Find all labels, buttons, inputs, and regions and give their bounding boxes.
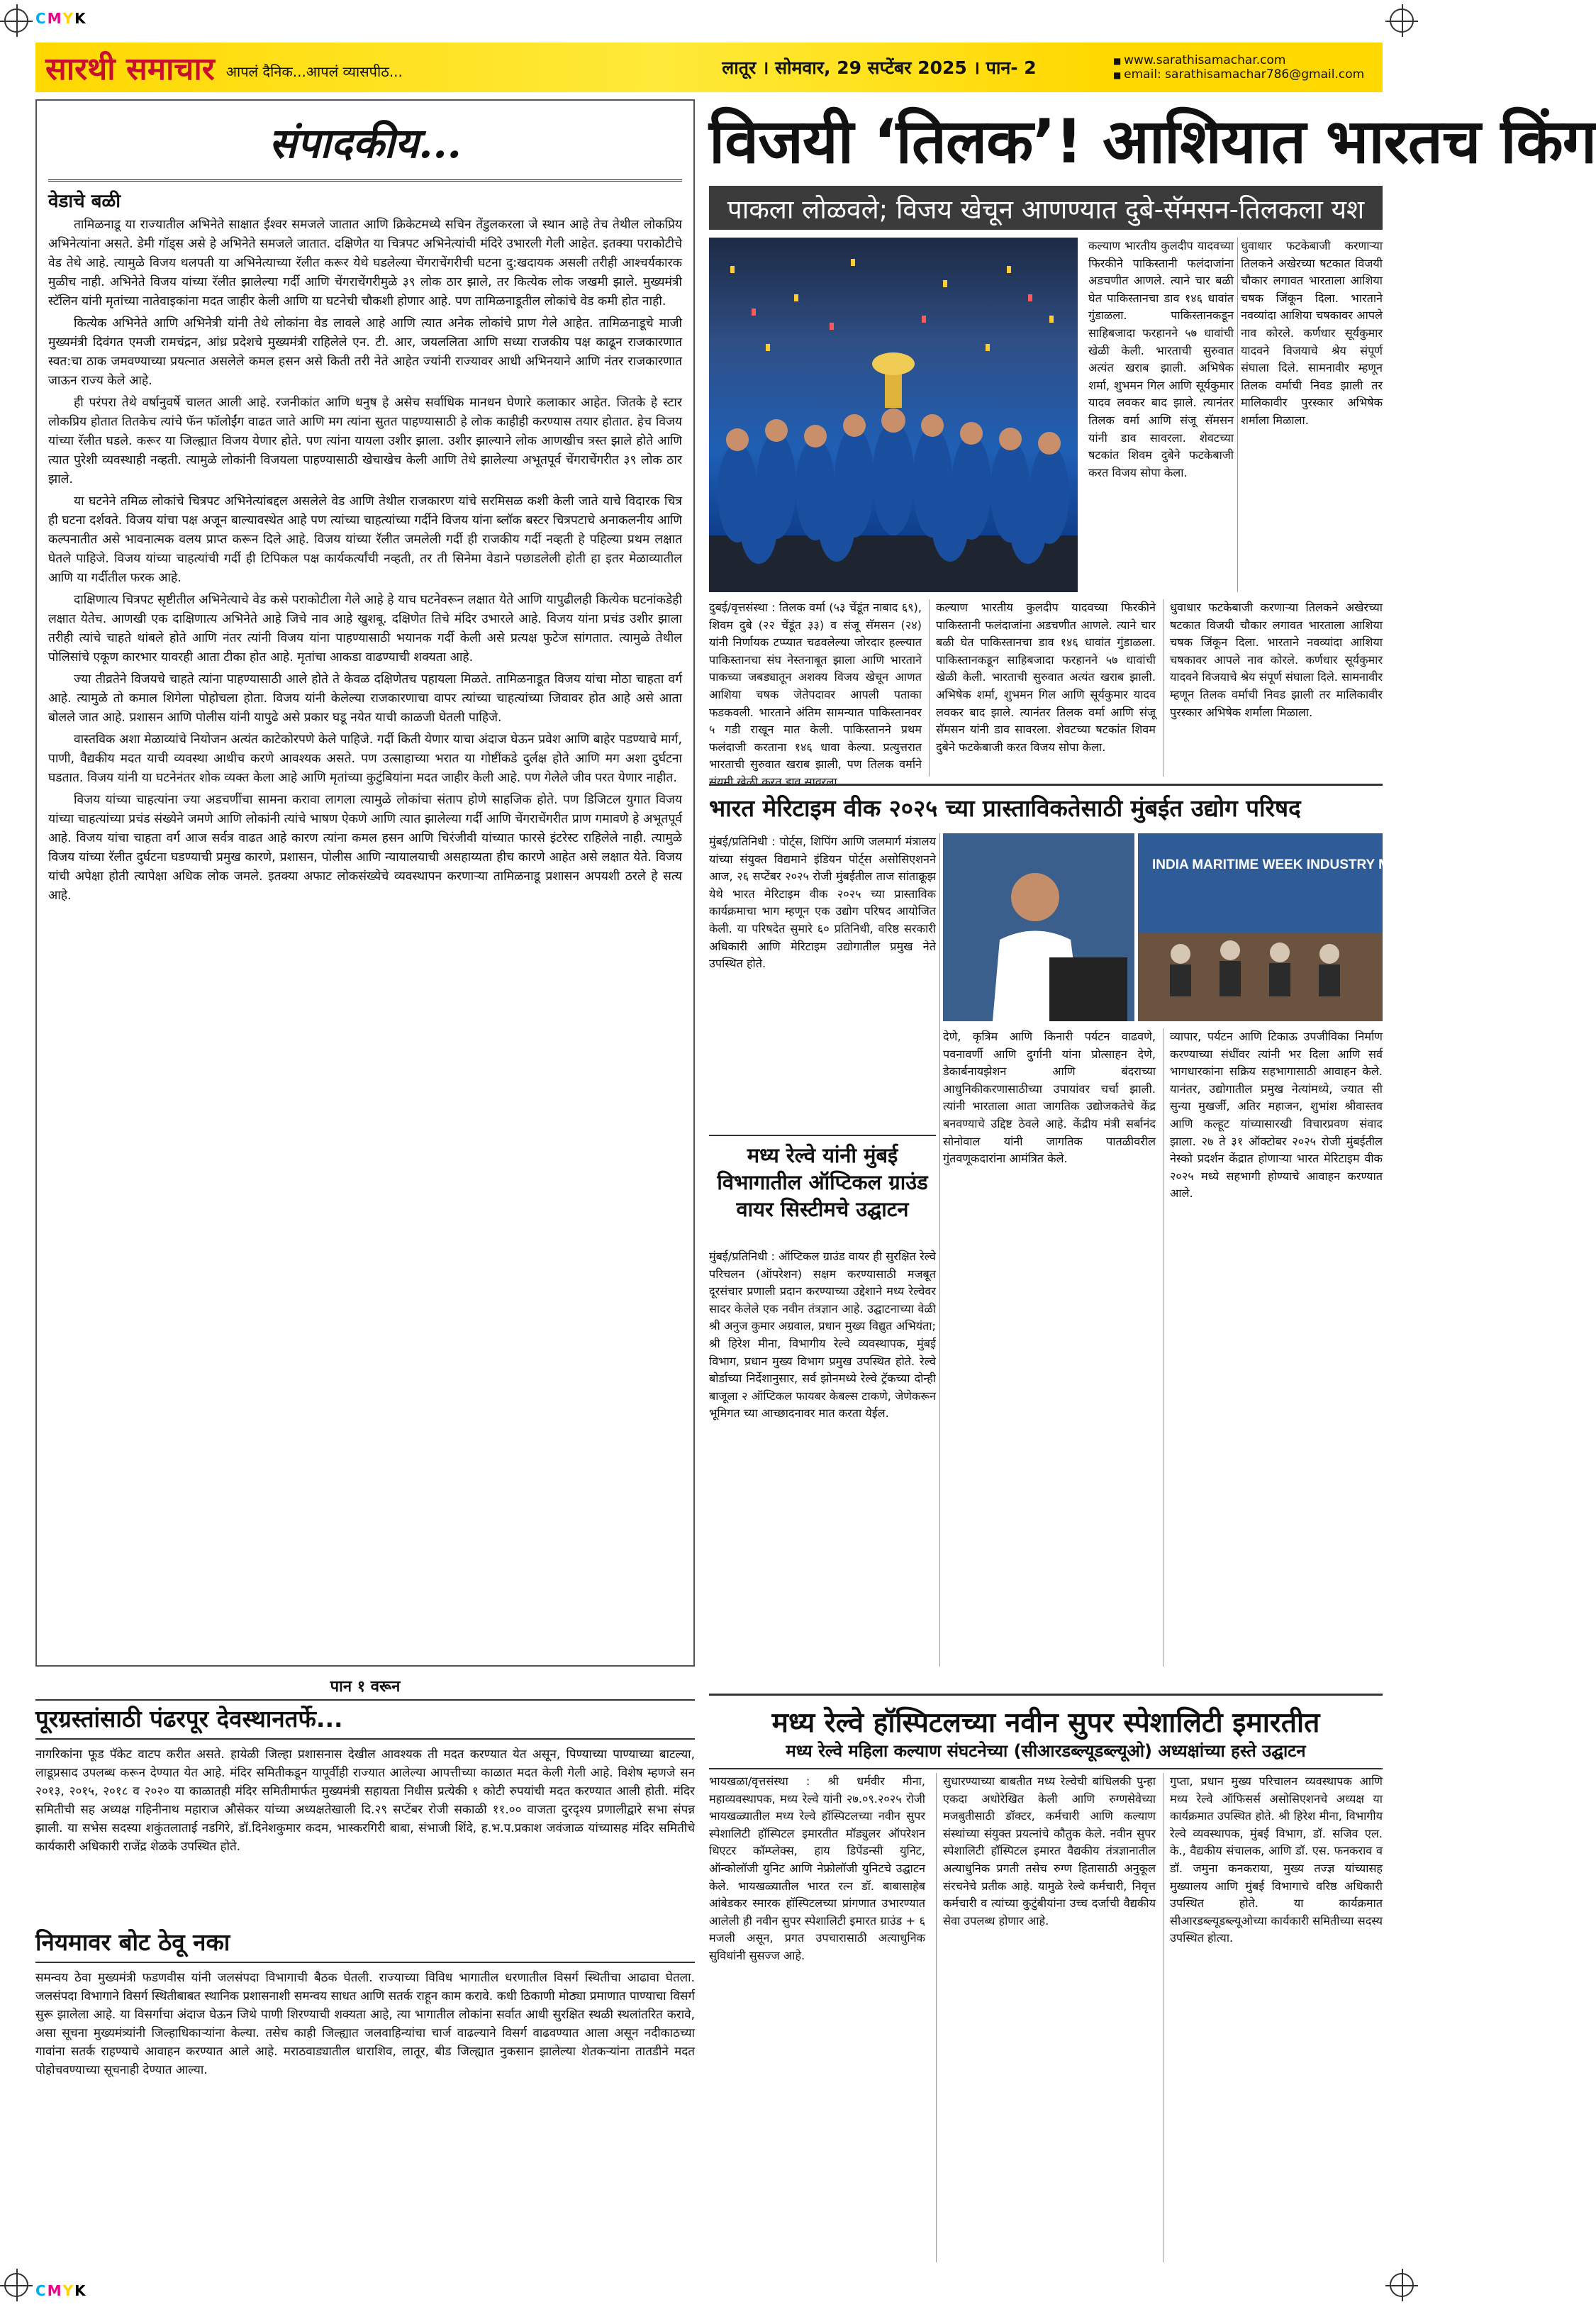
story-rules bbox=[35, 1925, 695, 2262]
speaker-illustration bbox=[943, 833, 1134, 1021]
story-pandharpur bbox=[35, 1702, 695, 1915]
team-celebration-photo bbox=[709, 238, 1078, 592]
lead-subheadline: पाकला लोळवले; विजय खेचून आणण्यात दुबे-सॅमसन-तिलकला यश bbox=[709, 186, 1383, 230]
lead-story-col: धुवाधार फटकेबाजी करणाऱ्या तिलकने अखेरच्या षटकात विजयी चौकार लगावत भारताला आशिया चषक जिंकून दिला. भारताने नवव्यांदा आशिया चषकावर आपले नाव कोरले. कर्णधार सूर्यकुमार यादवने विजयाचे श्रेय संपूर्ण संघाला दिले. सामनावीर म्हणून तिलक वर्माची निवड झाली तर मालिकावीर पुरस्कार अभिषेक शर्माला मिळाला. bbox=[1170, 601, 1383, 719]
editorial-paragraph: कित्येक अभिनेते आणि अभिनेत्री यांनी तेथे लोकांना वेड लावले आहे आणि त्यात अनेक लोकांचे प्राण गेले आहेत. तामिळनाडूचे माजी मुख्यमंत्री दिवंगत एमजी रामचंद्रन, आंध्र प्रदेशचे मुख्यमंत्री राहिलेले एन. टी. आर, जयललिता आणि सध्या राजकीय पक्ष काढून राजकारणात स्वत:चा ठाक जमवण्याच्या प्रयत्नात असलेले कमल हसन असे किती तरी नेते आहेत ज्यांनी राज्यावर आधी अभिनयाने आणि नंतर राजकारणात जाऊन राज्य केले आहे. bbox=[48, 316, 682, 388]
editorial-paragraph: वास्तविक अशा मेळाव्यांचे नियोजन अत्यंत काटेकोरपणे केले पाहिजे. गर्दी किती येणार याचा अंदाज घेऊन प्रवेश आणि बाहेर पडण्याचे मार्ग, पाणी, वैद्यकीय मदत याची व्यवस्था आधीच करणे आवश्यक असते. पण उत्साहाच्या भरात या गोष्टींकडे दुर्लक्ष होते आणि मग अशा दुर्घटना घडतात. विजय यांनी या घटनेनंतर शोक व्यक्त केला आहे आणि मृतांच्या कुटुंबियांना मदत जाहीर केली आहे. पण गेलेले जीव परत येणार नाहीत. bbox=[48, 733, 682, 785]
story-body: समन्वय ठेवा मुख्यमंत्री फडणवीस यांनी जलसंपदा विभागाची बैठक घेतली. राज्याच्या विविध भागातील धरणातील विसर्ग स्थितीचा आढावा घेतला. जलसंपदा विभागाने विसर्ग स्थितीबाबत स्थानिक प्रशासनाशी समन्वय साधत आणि सतर्क राहून काम करावे. कधी ठिकाणी मोठ्या प्रमाणात पाण्याचा विसर्ग सुरू झालेला आहे. या विसर्गाचा अंदाज घेऊन जिथे पाणी शिरण्याची शक्यता आहे, त्या भागातील लोकांना सर्वात आधी सुरक्षित स्थळी स्थलांतरित करावे, असा सूचना मुख्यमंत्र्यांनी जिल्हाधिकाऱ्यांना केल्या. तसेच काही जिल्ह्यात जलवाहिन्यांचा चार्ज वाढल्याने विसर्ग वाढवण्यात आला असून नदीकाठच्या गावांना सतर्क राहण्याचे आवाहन करण्यात आले आहे. मराठवाड्यातील धाराशिव, लातूर, बीड जिल्ह्यात नुकसान झालेल्या शेतकऱ्यांना तातडीने मदत पोहोचवण्याच्या सूचनाही देण्यात आल्या. bbox=[35, 1971, 695, 2077]
story-headline: नियमावर बोट ठेवू नका bbox=[35, 1925, 695, 1963]
column-rule bbox=[929, 599, 930, 777]
registration-mark-icon bbox=[4, 9, 28, 33]
railway-story bbox=[709, 1135, 936, 1228]
railway-headline: मध्य रेल्वे यांनी मुंबई विभागातील ऑप्टिकल ग्राउंड वायर सिस्टीमचे उद्घाटन bbox=[717, 1143, 928, 1221]
newspaper-logo: सारथी समाचार bbox=[45, 51, 215, 87]
lead-story-col: धुवाधार फटकेबाजी करणाऱ्या तिलकने अखेरच्या षटकात विजयी चौकार लगावत भारताला आशिया चषक जिंकून दिला. भारताने नवव्यांदा आशिया चषकावर आपले नाव कोरले. कर्णधार सूर्यकुमार यादवने विजयाचे श्रेय संपूर्ण संघाला दिले. सामनावीर म्हणून तिलक वर्माची निवड झाली तर मालिकावीर पुरस्कार अभिषेक शर्माला मिळाला. bbox=[1241, 239, 1383, 427]
lead-headline: विजयी ‘तिलक’! आशियात भारतच किंग bbox=[709, 106, 1596, 177]
lead-story-col: कल्याण भारतीय कुलदीप यादवच्या फिरकीने पाकिस्तानी फलंदाजांना अडचणीत आणले. त्याने चार बळी घेत पाकिस्तानचा डाव १४६ धावांत गुंडाळला. पाकिस्तानकडून साहिबजादा फरहानने ५७ धावांची खेळी केली. भारताची सुरुवात अत्यंत खराब झाली. अभिषेक शर्मा, शुभमन गिल आणि सूर्यकुमार यादव लवकर बाद झाले. त्यानंतर तिलक वर्मा आणि संजू सॅमसन यांनी डाव सावरला. शेवटच्या षटकांत शिवम दुबेने फटकेबाजी करत विजय सोपा केला. bbox=[1088, 239, 1234, 479]
industry-meet-photo bbox=[1138, 833, 1416, 1021]
tagline: आपलं दैनिक...आपलं व्यासपीठ... bbox=[225, 62, 403, 80]
editorial-box bbox=[35, 99, 695, 1667]
story-body: नागरिकांना फूड पॅकेट वाटप करीत असते. हायेळी जिल्हा प्रशासनास देखील आवश्यक ती मदत करण्यात येत असून, पिण्याच्या पाण्याच्या बाटल्या, लाडूप्रसाद उपलब्ध करून देण्यात येत आहे. मंदिर समितीकडून यापूर्वीही राज्यात आलेल्या आपत्तीच्या काळात मदत केली गेली आहे. विशेष म्हणजे सन २०१३, २०१५, २०१८ व २०२० या काळातही मंदिर समितीमार्फत मुख्यमंत्री सहायता निधीस प्रत्येकी १ कोटी रुपयांची मदत करण्यात आली होती. मंदिर समितीची सह अध्यक्ष गहिनीनाथ महाराज औसेकर यांच्या अध्यक्षतेखाली दि.२९ सप्टेंबर रोजी सकाळी ११.०० वाजता दुरदृश्य प्रणालीद्वारे सभा संपन्न झाली. या सभेस सदस्या शकुंतलाताई नडगिरे, डॉ.दिनेशकुमार कदम, भास्करगिरी बाबा, संभाजी शिंदे, ह.भ.प.प्रकाश जवंजाळ यांच्यासह मंदिर समितीचे कार्यकारी अधिकारी राजेंद्र शेळके उपस्थित होते. bbox=[35, 1747, 695, 1854]
maritime-story-col: मुंबई/प्रतिनिधी : पोर्ट्स, शिपिंग आणि जलमार्ग मंत्रालय यांच्या संयुक्त विद्यमाने इंडियन पोर्ट्स असोसिएशनने आज, २६ सप्टेंबर २०२५ रोजी मुंबईतील ताज सांताक्रूझ येथे भारत मेरिटाइम वीक २०२५ च्या प्रास्ताविक कार्यक्रमाचा भाग म्हणून एक उद्योग परिषद आयोजित केली. या परिषदेत सुमारे ६० प्रतिनिधी, वरिष्ठ सरकारी अधिकारी आणि मेरिटाइम उद्योगातील प्रमुख नेते उपस्थित होते. bbox=[709, 835, 936, 971]
maritime-headline: भारत मेरिटाइम वीक २०२५ च्या प्रास्ताविकतेसाठी मुंबईत उद्योग परिषद bbox=[709, 784, 1383, 823]
hospital-story-col: भायखळा/वृत्तसंस्था : श्री धर्मवीर मीना, महाव्यवस्थापक, मध्य रेल्वे यांनी २७.०९.२०२५ रोजी भायखळ्यातील मध्य रेल्वे हॉस्पिटलच्या नवीन सुपर स्पेशालिटी हॉस्पिटल इमारतीत मॉड्युलर ऑपरेशन थिएटर कॉम्प्लेक्स, हाय डिपेंडन्सी युनिट, ऑन्कोलॉजी युनिट आणि नेफ्रोलॉजी युनिटचे उद्घाटन केले. भायखळ्यातील भारत रत्न डॉ. बाबासाहेब आंबेडकर स्मारक हॉस्पिटलच्या प्रांगणात उभारण्यात आलेली ही नवीन सुपर स्पेशालिटी इमारत ग्राउंड + ६ मजली असून, प्रगत उपचारासाठी अत्याधुनिक सुविधांनी सुसज्ज आहे. bbox=[709, 1774, 925, 1962]
lead-story-col: कल्याण भारतीय कुलदीप यादवच्या फिरकीने पाकिस्तानी फलंदाजांना अडचणीत आणले. त्याने चार बळी घेत पाकिस्तानचा डाव १४६ धावांत गुंडाळला. पाकिस्तानकडून साहिबजादा फरहानने ५७ धावांची खेळी केली. भारताची सुरुवात अत्यंत खराब झाली. अभिषेक शर्मा, शुभमन गिल आणि सूर्यकुमार यादव लवकर बाद झाले. त्यानंतर तिलक वर्मा आणि संजू सॅमसन यांनी डाव सावरला. शेवटच्या षटकांत शिवम दुबेने फटकेबाजी करत विजय सोपा केला. bbox=[936, 601, 1156, 754]
cmyk-mark-bottom: CMYK bbox=[35, 2282, 87, 2299]
hospital-story-col: गुप्ता, प्रधान मुख्य परिचालन व्यवस्थापक आणि मध्य रेल्वे ऑफिसर्स असोसिएशनचे अध्यक्ष या कार्यक्रमात उपस्थित होते. श्री हिरेश मीना, विभागीय रेल्वे व्यवस्थापक, मुंबई विभाग, डॉ. सजिव एल. के., वैद्यकीय संचालक, आणि डॉ. एस. फनकराव व डॉ. जमुना कनकराया, मुख्य तज्ज्ञ यांच्यासह मुख्यालय आणि मुंबई विभागाचे वरिष्ठ अधिकारी उपस्थित होते. या कार्यक्रमात सीआरडब्ल्यूडब्ल्यूओच्या कार्यकारी समितीच्या सदस्य उपस्थित होत्या. bbox=[1170, 1774, 1383, 1945]
editorial-paragraph: या घटनेने तमिळ लोकांचे चित्रपट अभिनेत्यांबद्दल असलेले वेड आणि तेथील राजकारण यांचे सरमिसळ कशी केली जाते याचे विदारक चित्र ही घटना दर्शवते. विजय यांचा पक्ष अजून बाल्यावस्थेत आहे पण त्यांच्या चाहत्यांच्या गर्दीने विजय यांना ब्लॉक बस्टर चित्रपटाचे अनाकलनीय आणि कल्पनातीत असे भावनात्मक वलय प्राप्त करून दिले आहे. विजय यांच्या रॅलीत जमलेली गर्दी ही राजकीय गर्दी नव्हती हे पहिल्या प्रथम लक्षात घेतले पाहिजे. विजय यांच्या चाहत्यांची गर्दी ही टिपिकल पक्ष कार्यकर्त्यांची नव्हती, तर ती सिनेमा वेडाने पछाडलेली होती हा इतर मेळाव्यातील आणि या गर्दीतील फरक आहे. bbox=[48, 494, 682, 585]
registration-mark-icon bbox=[4, 2273, 28, 2297]
masthead-brand bbox=[35, 43, 659, 92]
column-rule bbox=[1237, 238, 1238, 592]
editorial-body bbox=[48, 216, 682, 906]
panel-illustration bbox=[1138, 833, 1416, 1021]
editorial-paragraph: ही परंपरा तेथे वर्षानुवर्षे चालत आली आहे. रजनीकांत आणि धनुष हे असेच सर्वाधिक मानधन घेणारे कलाकार आहेत. जितके हे स्टार लोकप्रिय होतात तितकेच त्यांचे फॅन फॉलोईंग वाढत जाते आणि मग त्यांना सुतत पाहण्यासाठी हे लोक काहीही करण्यास तयार होतात. हेच विजय यांच्या रॅलीत घडले. करूर या जिल्ह्यात विजय येणार होते. पण त्यांना यायला उशीर झाला. उशीर झाल्याने लोक आणखीच त्रस्त झाले होते आणि त्यात पुरेशी व्यवस्थाही नव्हती. त्यामुळे लोकांनी विजयला पाहण्यासाठी खेचाखेच केली आणि तेथे झालेल्या अभूतपूर्व चेंगराचेंगरीत ३९ लोक ठार झाले. bbox=[48, 396, 682, 487]
dateline: लातूर । सोमवार, 29 सप्टेंबर 2025 । पान- 2 bbox=[659, 43, 1099, 92]
maritime-story-col: देणे, कृत्रिम आणि किनारी पर्यटन वाढवणे, पवनावर्णी आणि दुर्गानी यांना प्रोत्साहन देणे, डेकार्बनायझेशन आणि बंदराच्या आधुनिकीकरणासाठीच्या उपायांवर चर्चा झाली. त्यांनी भारताला आता जागतिक उद्योजकतेचे केंद्र बनवण्याचे उद्दिष्ट ठेवले आहे. केंद्रीय मंत्री सर्बानंद सोनोवाल यांनी जागतिक पातळीवरील गुंतवणूकदारांना आमंत्रित केले. bbox=[943, 1030, 1156, 1166]
editorial-title: वेडाचे बळी bbox=[48, 191, 121, 212]
registration-mark-icon bbox=[1390, 9, 1414, 33]
editorial-paragraph: तामिळनाडू या राज्यातील अभिनेते साक्षात ईश्वर समजले जातात आणि क्रिकेटमध्ये सचिन तेंडुलकरला जे स्थान आहे तेच तेथील लोकप्रिय अभिनेत्यांना असते. डेमी गॉड्स असे हे अभिनेते समजले जातात. दक्षिणेत या चित्रपट अभिनेत्यांची मंदिरे उभारली गेली आहेत. इतक्या पराकोटीचे वेड तेथे आहे. त्यामुळे विजय थलपती या अभिनेत्याच्या रॅलीत करूर येथे घडलेल्या चेंगराचेंगरीची घटना दु:खदायक असली तरीही आश्चर्यकारक मुळीच नाही. अभिनेते विजय यांच्या रॅलीत झालेल्या गर्दी आणि चेंगराचेंगरीमुळे ३९ लोक ठार झाले, तर कित्येक लोक जखमी झाले. मुख्यमंत्री स्टॅलिन यांनी मृतांच्या नातेवाइकांना मदत जाहीर केली आणि या घटनेची चौकशी होणार आहे. पण तामिळनाडूतील लोकांचे वेड कमी होत नाही. bbox=[48, 218, 682, 308]
column-rule bbox=[936, 1773, 937, 2262]
editorial-paragraph: ज्या तीव्रतेने विजयचे चाहते त्यांना पाहण्यासाठी आले होते ते केवळ दक्षिणेतच पहायला मिळते. तामिळनाडूत विजय यांचा मोठा चाहता वर्ग आहे. त्यामुळे तो कमाल शिगेला पोहोचला होता. विजय यांनी केलेल्या राजकारणाचा वापर त्यांच्या चाहत्यांच्या जिवावर होत आहे असे आता बोलले जात आहे. प्रशासन आणि पोलीस यांनी यापुढे असे प्रकार घडू नयेत याची काळजी घेतली पाहिजे. bbox=[48, 672, 682, 725]
hospital-subheadline: मध्य रेल्वे महिला कल्याण संघटनेच्या (सीआरडब्ल्यूडब्ल्यूओ) अध्यक्षांच्या हस्ते उद्घाटन bbox=[709, 1739, 1383, 1769]
celebration-illustration bbox=[709, 238, 1078, 592]
maritime-story-col: व्यापार, पर्यटन आणि टिकाऊ उपजीविका निर्माण करण्याच्या संधींवर त्यांनी भर दिला आणि सर्व भागधारकांना सक्रिय सहभागासाठी आवाहन केले. यानंतर, उद्योगातील प्रमुख नेत्यांमध्ये, ज्यात सी सुन्या मुखर्जी, अतिर महाजन, शुभांश श्रीवास्तव आणि कल्हूट यांच्यासारखी विचारप्रवण संवाद झाला. २७ ते ३१ ऑक्टोबर २०२५ रोजी मुंबईतील नेस्को प्रदर्शन केंद्रात होणाऱ्या भारत मेरिटाइम वीक २०२५ मध्ये सहभागी होण्याचे आवाहन करण्यात आले. bbox=[1170, 1030, 1383, 1201]
website-link[interactable]: ■ www.sarathisamachar.com bbox=[1113, 53, 1383, 67]
hospital-story-col: सुधारण्याच्या बाबतीत मध्य रेल्वेची बांधिलकी पुन्हा एकदा अधोरेखित केली आणि रुग्णसेवेच्या मजबुतीसाठी डॉक्टर, कर्मचारी आणि कल्याण संस्थांच्या संयुक्त प्रयत्नांचे कौतुक केले. नवीन सुपर स्पेशालिटी हॉस्पिटल इमारत वैद्यकीय तंत्रज्ञानातील अत्याधुनिक प्रगती तसेच रुग्ण हितासाठी अनुकूल संरचनेचे प्रतीक आहे. यामुळे रेल्वे कर्मचारी, निवृत्त कर्मचारी व त्यांच्या कुटुंबीयांना उच्च दर्जाची वैद्यकीय सेवा उपलब्ध होणार आहे. bbox=[943, 1774, 1156, 1928]
banner-text: INDIA MARITIME WEEK INDUSTRY MEET bbox=[1152, 857, 1416, 872]
editorial-column bbox=[35, 99, 695, 1667]
hospital-headline: मध्य रेल्वे हॉस्पिटलच्या नवीन सुपर स्पेशालिटी इमारतीत bbox=[709, 1694, 1383, 1740]
lead-story-col: दुबई/वृत्तसंस्था : तिलक वर्मा (५३ चेंडूंत नाबाद ६९), शिवम दुबे (२२ चेंडूंत ३३) व संजू सॅमसन (२४) यांनी निर्णायक टप्प्यात चढवलेल्या जोरदार हल्ल्यात पाकिस्तानचा संघ नेस्तनाबूत झाला आणि भारताने पाकच्या जबड्यातून अशक्य विजय खेचून आणत आशिया चषक जेतेपदावर आपली पताका फडकवली. भारताने अंतिम सामन्यात पाकिस्तानवर ५ गडी राखून मात केली. पाकिस्तानने प्रथम फलंदाजी करताना १४६ धावा केल्या. प्रत्युत्तरात भारताची सुरुवात खराब झाली, पण तिलक वर्माने संयमी खेळी करत डाव सावरला. bbox=[709, 601, 922, 789]
editorial-paragraph: दाक्षिणात्य चित्रपट सृष्टीतील अभिनेत्याचे वेड कसे पराकोटीला गेले आहे हे याच घटनेवरून लक्षात येते आणि यापुढीलही कित्येक घटनांकडेही लक्षात येतेच. आणखी एक दाक्षिणात्य अभिनेते आहे जिचे नाव आहे खुशबू. दक्षिणेत तिचे मंदिर उभारले आहे. विजय यांना प्रचंड उशीर झाला तरीही त्यांचे चाहते थांबले होते आणि नंतर त्यांनी विजय यांना पाहण्यासाठी भयानक गर्दी केली असे प्रत्यक्ष फुटेज सांगतात. त्यामुळे तेथील पोलिसांचे एकूण कारभार यावरही आता टीका होत आहे. मृतांचा आकडा वाढण्याची शक्यता आहे. bbox=[48, 593, 682, 665]
registration-mark-icon bbox=[1390, 2273, 1414, 2297]
email-link[interactable]: ■ email: sarathisamachar786@gmail.com bbox=[1113, 67, 1383, 82]
editorial-paragraph: विजय यांच्या चाहत्यांना ज्या अडचणींचा सामना करावा लागला त्यामुळे लोकांचा संताप होणे साहजिक होते. पण डिजिटल युगात विजय यांच्या चाहत्यांच्या प्रचंड संख्येने जमणे आणि लोकांनी त्यांचे भाषण ऐकणे आणि त्यात झालेल्या गर्दी आणि चेंगराचेंगरीत प्राण गमावणे हे अभूतपूर्व आहे. विजय यांचा चाहता वर्ग आज सर्वत्र वाढत आहे कारण त्यांना कमल हसन आणि चिरंजीवी यांच्यात फारसे इंटरेस्ट राहिलेले नाही. त्यामुळे विजय यांच्या रॅलीत दुर्घटना घडण्याची प्रमुख कारणे, प्रशासन, पोलीस आणि न्यायालयाची असहाय्यता हीच कारणे आहेत असे लक्षात येते. विजय यांची अपेक्षा होती त्यापेक्षा अधिक लोक जमले. इतक्या अफाट लोकसंख्येचे व्यवस्थापन करणाऱ्या तामिळनाडू प्रशासन अपयशी ठरले हे सत्य आहे. bbox=[48, 793, 682, 903]
column-rule bbox=[939, 833, 940, 1667]
page-continuation-label: पान १ वरून bbox=[35, 1672, 695, 1701]
cmyk-mark-top: CMYK bbox=[35, 10, 87, 27]
contact-info bbox=[1099, 43, 1383, 92]
railway-story-body: मुंबई/प्रतिनिधी : ऑप्टिकल ग्राउंड वायर ही सुरक्षित रेल्वे परिचलन (ऑपरेशन) सक्षम करण्यासाठी मजबूत दूरसंचार प्रणाली प्रदान करण्याच्या उद्देशाने मध्य रेल्वेवर सादर केलेले एक नवीन तंत्रज्ञान आहे. उद्घाटनाच्या वेळी श्री अनुज कुमार अग्रवाल, प्रधान मुख्य विद्युत अभियंता; श्री हिरेश मीना, विभागीय रेल्वे व्यवस्थापक, मुंबई विभाग, प्रधान मुख्य विभाग प्रमुख उपस्थित होते. रेल्वे बोर्डाच्या निर्देशानुसार, सर्व झोनमध्ये रेल्वे ट्रॅकच्या दोन्ही बाजूला २ ऑप्टिकल फायबर केबल्स टाकणे, जेणेकरून भूमिगत च्या आच्छादनावर मात करता येईल. bbox=[709, 1250, 936, 1421]
editorial-heading: संपादकीय... bbox=[48, 108, 682, 182]
speaker-photo bbox=[943, 833, 1134, 1021]
masthead bbox=[35, 43, 1383, 92]
story-headline: पूरग्रस्तांसाठी पंढरपूर देवस्थानतर्फे... bbox=[35, 1702, 695, 1740]
